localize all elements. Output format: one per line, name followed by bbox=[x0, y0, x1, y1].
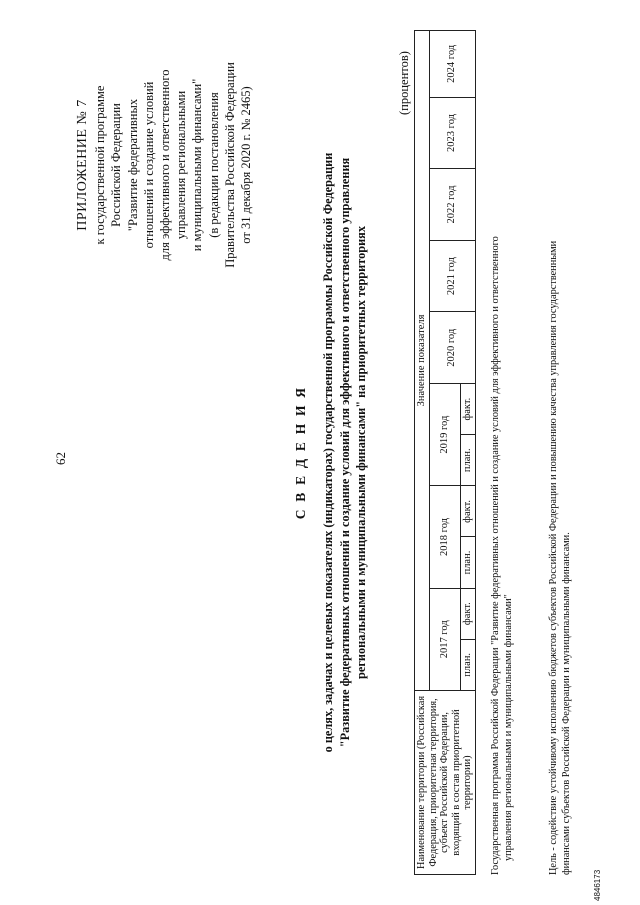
appendix-line: управления региональными bbox=[174, 90, 189, 240]
appendix-line: отношений и создание условий bbox=[141, 81, 156, 249]
plan-header-2018: план. bbox=[460, 537, 475, 588]
year-header-2021: 2021 год bbox=[430, 240, 476, 312]
plan-header-2017: план. bbox=[460, 639, 475, 690]
units-label: (процентов) bbox=[397, 51, 411, 115]
year-header-2017: 2017 год bbox=[430, 588, 461, 690]
year-header-2020: 2020 год bbox=[430, 312, 476, 384]
appendix-line: и муниципальными финансами" bbox=[190, 78, 205, 252]
program-line: Государственная программа Российской Федерации "Развитие федеративных отношений и создание условий для эффективного и ответственного bbox=[490, 236, 501, 875]
program-description bbox=[490, 30, 515, 875]
appendix-line: от 31 декабря 2020 г. № 2465) bbox=[239, 86, 254, 244]
fact-header-2017: факт. bbox=[460, 588, 475, 639]
year-header-2023: 2023 год bbox=[430, 97, 476, 169]
appendix-line: (в редакции постановления bbox=[206, 92, 221, 238]
fact-header-2018: факт. bbox=[460, 486, 475, 537]
fact-header-2019: факт. bbox=[460, 384, 475, 435]
territory-name-header: Наименование территории (Российская Федерация, приоритетная территория, субъект Российской Федерации, входящий в состав приоритетной территории) bbox=[415, 690, 476, 874]
appendix-title: ПРИЛОЖЕНИЕ № 7 bbox=[75, 99, 90, 231]
appendix-block bbox=[75, 45, 254, 285]
document-heading: С В Е Д Е Н И Я bbox=[293, 385, 308, 520]
appendix-line: "Развитие федеративных bbox=[125, 98, 140, 232]
appendix-line: Правительства Российской Федерации bbox=[222, 62, 237, 268]
appendix-line: к государственной программе bbox=[93, 85, 108, 245]
year-header-2022: 2022 год bbox=[430, 169, 476, 241]
year-header-2024: 2024 год bbox=[430, 31, 476, 98]
year-header-2019: 2019 год bbox=[430, 384, 461, 486]
plan-header-2019: план. bbox=[460, 435, 475, 486]
value-header: Значение показателя bbox=[415, 31, 430, 691]
subheading-line: о целях, задачах и целевых показателях (индикаторах) государственной программы Российской Федерации bbox=[321, 152, 335, 753]
appendix-line: Российской Федерации bbox=[109, 103, 124, 227]
goal-line: Цель - содействие устойчивому исполнению бюджетов субъектов Российской Федерации и повышению качества управления государственными bbox=[548, 240, 559, 875]
subheading-line: "Развитие федеративных отношений и создание условий для эффективного и ответственного управления bbox=[337, 157, 352, 748]
goal-description bbox=[548, 30, 573, 875]
document-subheading bbox=[320, 40, 370, 865]
subheading-line: региональными и муниципальными финансами" на приоритетных территориях bbox=[354, 226, 368, 679]
page-number: 62 bbox=[53, 452, 68, 465]
program-line: управления региональными и муниципальными финансами" bbox=[502, 594, 514, 861]
appendix-line: для эффективного и ответственного bbox=[158, 69, 173, 261]
indicator-table bbox=[414, 30, 476, 875]
goal-line: финансами субъектов Российской Федерации и муниципальными финансами. bbox=[560, 532, 572, 875]
document-code: 4846173 bbox=[593, 869, 602, 901]
year-header-2018: 2018 год bbox=[430, 486, 461, 588]
